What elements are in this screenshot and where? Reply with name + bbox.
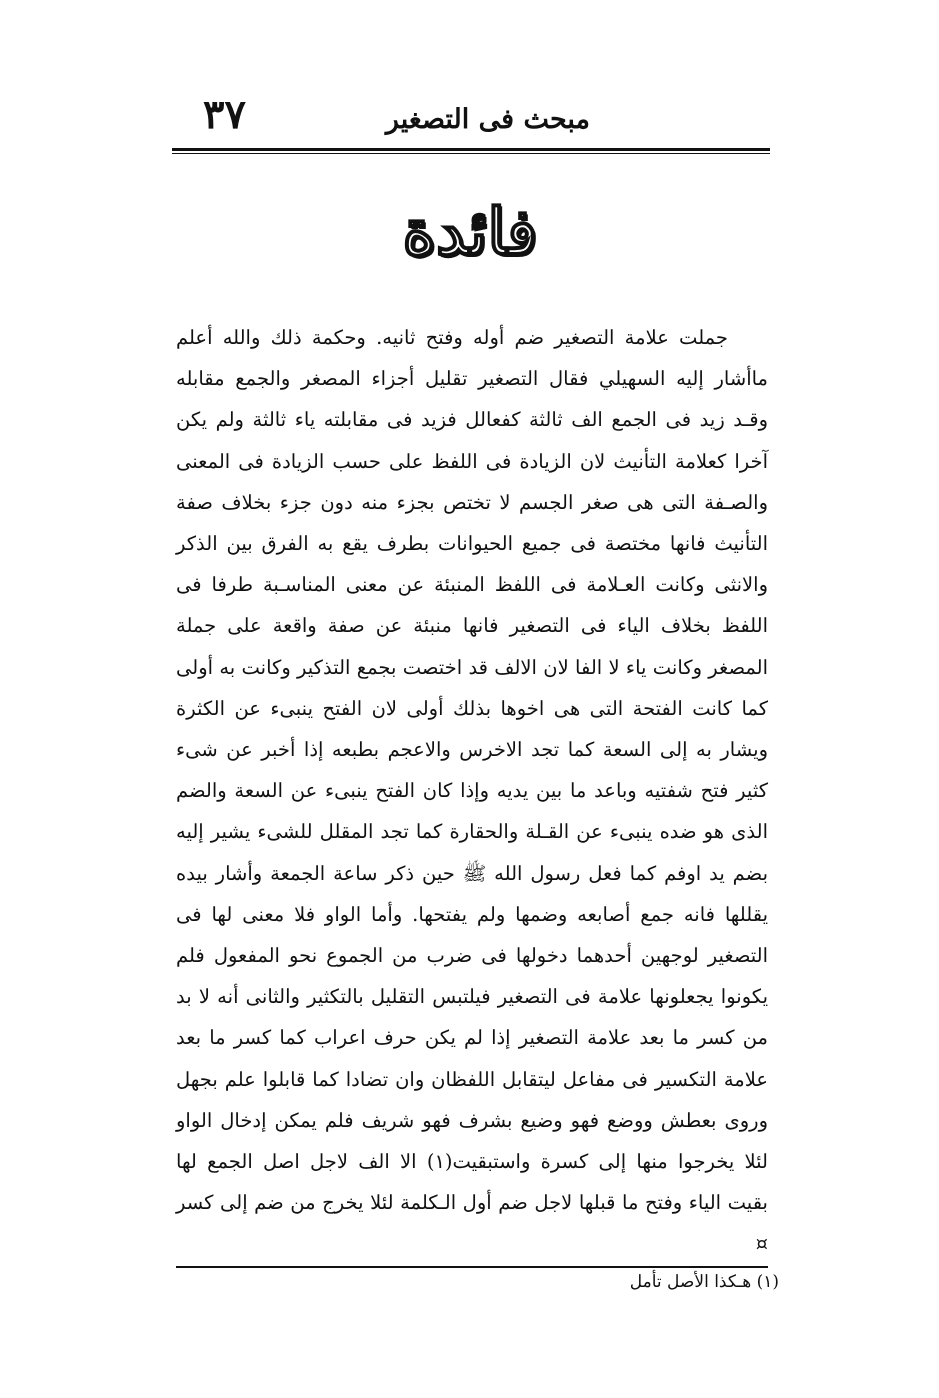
section-heading: فائدة xyxy=(402,195,538,270)
header-rule-thin xyxy=(172,153,770,154)
body-paragraph: جملت علامة التصغير ضم أوله وفتح ثانيه. وحكمة ذلك والله أعلم ماأشار إليه السهيلي فقال التصغير تقليل أجزاء المصغر والجمع مقابله وقـد زيد فى الجمع الف ثالثة كفعالل فزيد فى مقابلته ياء ثالثة ولم يكن آخرا كعلامة التأنيث لان الزيادة فى اللفظ على حسب الزيادة فى المعنى والصـفة التى هى صغر الجسم لا تختص بجزء منه دون جزء بخلاف صفة التأنيث فانها مختصة فى جميع الحيوانات بطرف يقع به الفرق بين الذكر والانثى وكانت العـلامة فى اللفظ المنبئة عن معنى المناسـبة طرفا فى اللفظ بخلاف الياء فى التصغير فانها منبئة عن صفة واقعة على جملة المصغر وكانت ياء لا الفا لان الالف قد اختصت بجمع التذكير وكانت به أولى كما كانت الفتحة التى هى اخوها بذلك أولى لان الفتح ينبىء عن الكثرة ويشار به إلى السعة كما تجد الاخرس والاعجم بطبعه إذا أخبر عن شىء كثير فتح شفتيه وباعد ما بين يديه وإذا كان الفتح ينبىء عن السعة والضم الذى هو ضده ينبىء عن القـلة والحقارة كما تجد المقلل للشىء يشير إليه بضم يد اوفم كما فعل رسول الله ﷺ حين ذكر ساعة الجمعة وأشار بيده يقللها فانه جمع أصابعه وضمها ولم يفتحها. وأما الواو فلا معنى لها فى التصغير لوجهين أحدهما دخولها فى ضرب من الجموع نحو المفعول فلم يكونوا يجعلونها علامة فى التصغير فيلتبس التقليل بالتكثير والثانى أنه لا بد من كسر ما بعد علامة التصغير إذا لم يكن حرف اعراب كما كسر ما بعد علامة التكسير فى مفاعل ليتقابل اللفظان وان تضادا كما قابلوا علم بجهل وروى بعطش ووضع فهو وضيع بشرف فهو شريف فلم يمكن إدخال الواو لئلا يخرجوا منها إلى كسرة واستبقيت(١) الا الف لاجل اصل الجمع لها بقيت الياء وفتح ما قبلها لاجل ضم أول الـكلمة لئلا يخرج من ضم إلى كسر ¤ xyxy=(176,326,768,1256)
running-title: مبحث فى التصغير xyxy=(385,104,590,135)
footnote-rule xyxy=(176,1266,768,1268)
header-rule xyxy=(172,148,770,151)
footnote: (١) هـكذا الأصل تأمل xyxy=(629,1272,779,1292)
body-text xyxy=(176,317,768,1265)
page-header xyxy=(175,92,765,142)
page-number: ٣٧ xyxy=(203,91,246,138)
